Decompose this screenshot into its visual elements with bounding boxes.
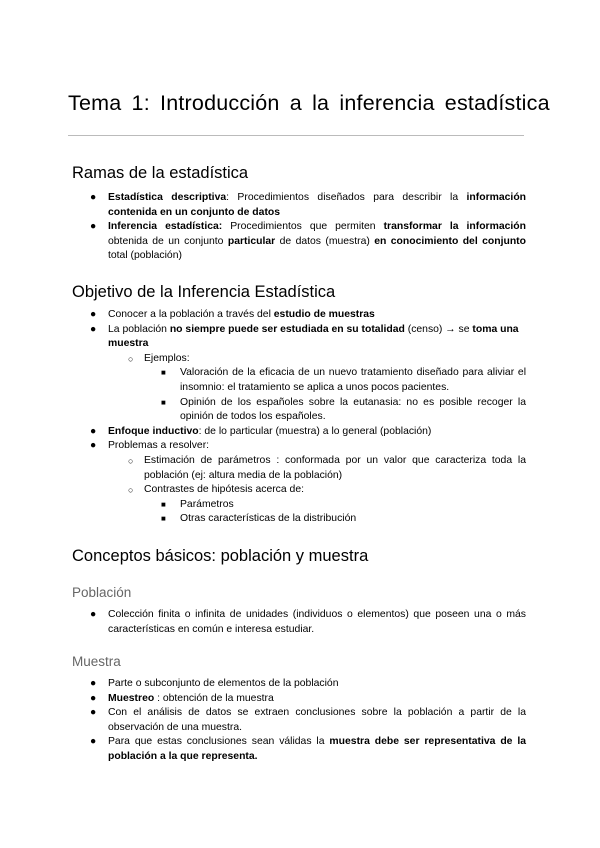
poblacion-list (90, 608, 526, 637)
section-heading-ramas: Ramas de la estadística (72, 164, 249, 182)
list-item: ● Parte o subconjunto de elementos de la población (108, 677, 526, 692)
bullet-icon: ■ (161, 514, 166, 524)
sublist (128, 352, 526, 425)
list-item: ● Estadística descriptiva: Procedimientos diseñados para describir la información contenida en un conjunto de datos (90, 192, 527, 218)
list-item: ■ Otras características de la distribución (180, 512, 526, 527)
list-item: ● Colección finita o infinita de unidades (individuos o elementos) que poseen una o más características en común e interesa estudiar. (90, 609, 526, 635)
sublist (161, 366, 526, 424)
list-item: ● Con el análisis de datos se extraen conclusiones sobre la población a partir de la observación de una muestra. (90, 707, 526, 733)
bullet-icon: ○ (128, 353, 134, 364)
list-item: ● Inferencia estadística: Procedimientos que permiten transformar la información obtenida de un conjunto particular de datos (muestra) en conocimiento del conjunto total (población) (90, 221, 526, 262)
list-item: ● La población no siempre puede ser estudiada en su totalidad (censo) → se toma una muestra ○ Ejemplos: ■ Valoración de la eficacia de un nuevo tratamiento diseñado para aliviar el insomnio: el tratamiento se aplica a unos pocos pacientes. ■ Opinión de los españoles sobre la eutanasia: no es posible recoger la opinión de todos los españoles. (108, 323, 526, 425)
bullet-icon: ● (90, 221, 97, 233)
ramas-list (90, 191, 527, 264)
list-item: ● Conocer a la población a través del estudio de muestras (108, 308, 526, 323)
muestra-list (90, 677, 526, 765)
list-item: ● Enfoque inductivo: de lo particular (muestra) a lo general (población) (108, 425, 526, 440)
page-title: Tema 1: Introducción a la inferencia estadística (68, 91, 550, 115)
bullet-icon: ● (90, 707, 97, 719)
bullet-icon: ● (90, 736, 97, 748)
bullet-icon: ● (90, 323, 97, 335)
list-item: ○ Estimación de parámetros : conformada por un valor que caracteriza toda la población (ej: altura media de la población) (128, 454, 526, 481)
bullet-icon: ● (90, 425, 97, 437)
objetivo-list (90, 308, 526, 527)
bullet-icon: ● (90, 692, 97, 704)
bullet-icon: ■ (161, 368, 166, 378)
list-item: ● Problemas a resolver: ○ Estimación de parámetros : conformada por un valor que caracteriza toda la población (ej: altura media de la población) ○ Contrastes de hipótesis acerca de: ■ Parámetros ■ Otras características de la distribución (108, 439, 526, 527)
sublist (128, 454, 526, 527)
bullet-icon: ■ (161, 397, 166, 407)
list-item: ○ Ejemplos: ■ Valoración de la eficacia de un nuevo tratamiento diseñado para aliviar el insomnio: el tratamiento se aplica a unos pocos pacientes. ■ Opinión de los españoles sobre la eutanasia: no es posible recoger la opinión de todos los españoles. (144, 352, 526, 425)
bullet-icon: ● (90, 440, 97, 452)
list-item: ○ Contrastes de hipótesis acerca de: ■ Parámetros ■ Otras características de la distribución (144, 483, 526, 527)
bullet-icon: ■ (161, 499, 166, 509)
title-divider (68, 135, 524, 136)
list-item: ● Muestreo : obtención de la muestra (108, 692, 526, 707)
bullet-icon: ● (90, 609, 97, 620)
bullet-icon: ○ (128, 485, 134, 496)
bullet-icon: ○ (128, 455, 134, 466)
subsection-heading-muestra: Muestra (72, 654, 121, 669)
list-item: ● Para que estas conclusiones sean válidas la muestra debe ser representativa de la población a la que representa. (90, 736, 526, 762)
list-item: ■ Opinión de los españoles sobre la eutanasia: no es posible recoger la opinión de todos los españoles. (161, 396, 526, 423)
section-heading-objetivo: Objetivo de la Inferencia Estadística (72, 283, 336, 301)
bullet-icon: ● (90, 309, 97, 320)
sublist (161, 498, 526, 527)
bullet-icon: ● (90, 192, 97, 203)
list-item: ■ Valoración de la eficacia de un nuevo tratamiento diseñado para aliviar el insomnio: el tratamiento se aplica a unos pocos pacientes. (161, 367, 526, 393)
subsection-heading-poblacion: Población (72, 585, 132, 600)
section-heading-conceptos: Conceptos básicos: población y muestra (72, 547, 369, 565)
list-item: ■ Parámetros (180, 498, 526, 513)
bullet-icon: ● (90, 678, 97, 689)
